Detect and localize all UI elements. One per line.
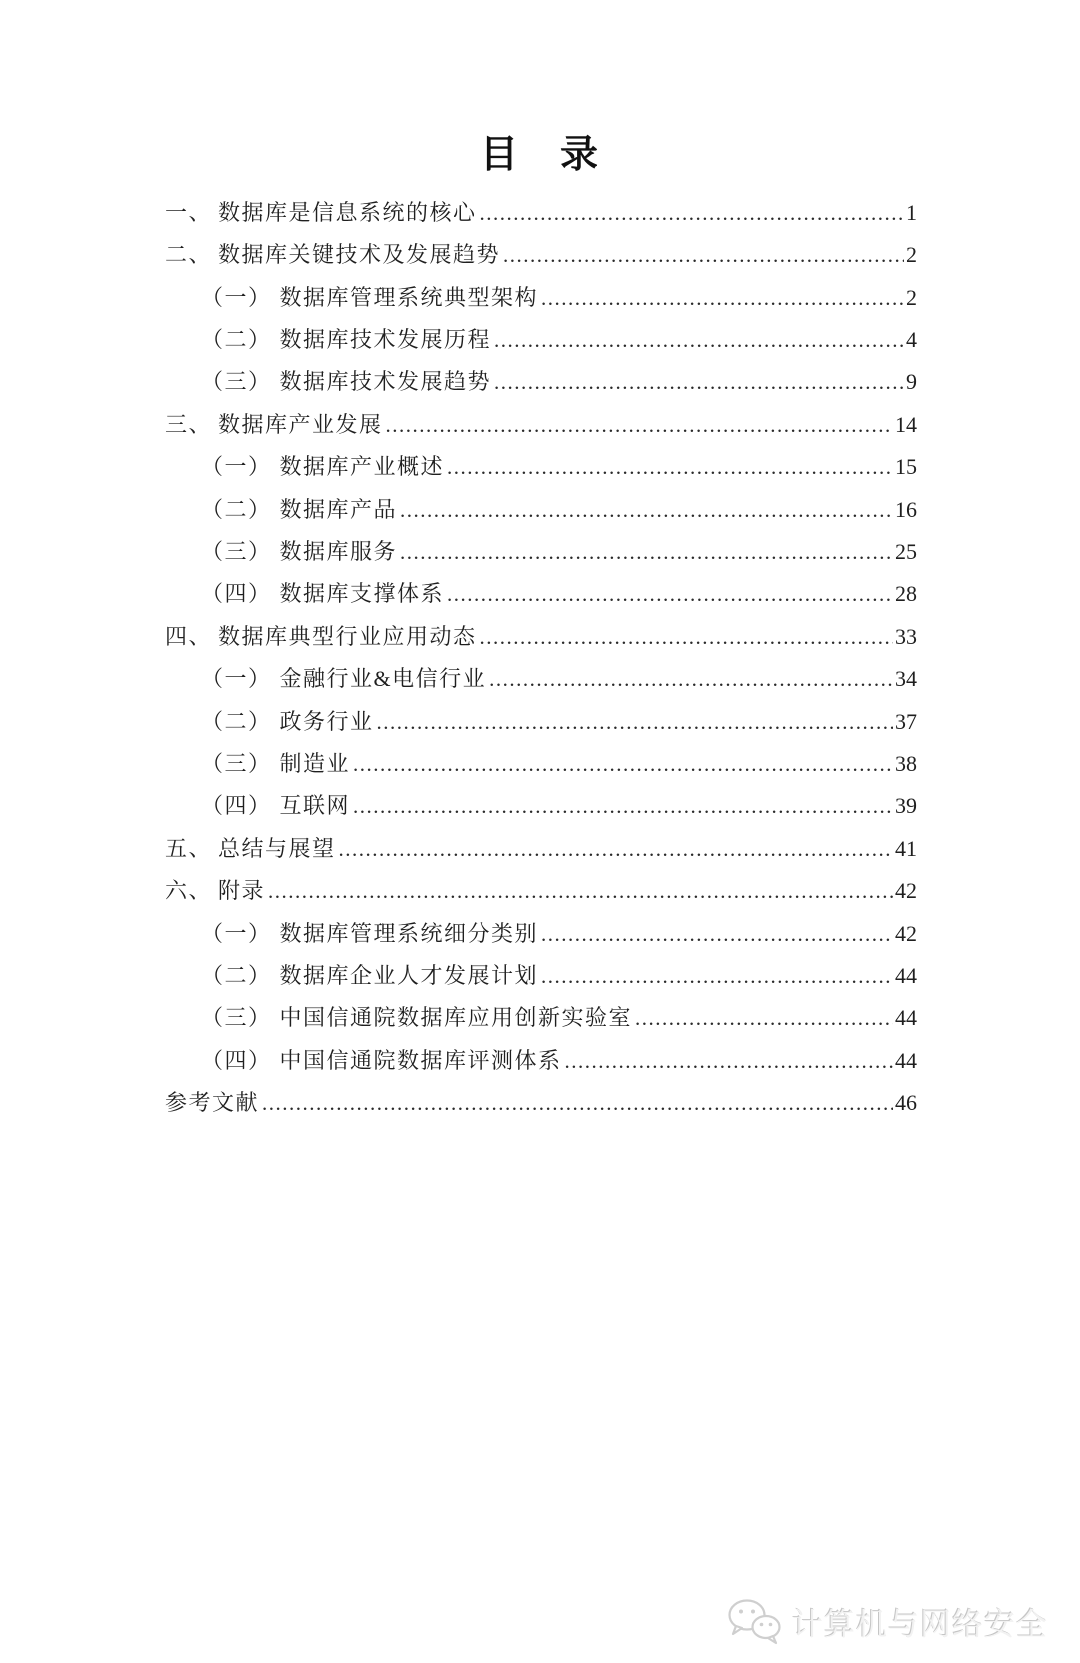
toc-entry[interactable]	[165, 959, 917, 1001]
toc-entry-number: 二、	[165, 242, 213, 268]
toc-entry[interactable]	[165, 1044, 917, 1086]
toc-entry[interactable]	[165, 281, 917, 323]
toc-leader-dots	[447, 454, 893, 480]
toc-entry-label: 中国信通院数据库评测体系	[279, 1047, 562, 1073]
toc-entry-label: 数据库产业发展	[218, 411, 383, 437]
wechat-icon	[726, 1597, 784, 1645]
toc-entry-label: 中国信通院数据库应用创新实验室	[279, 1005, 633, 1031]
toc-entry[interactable]	[165, 1001, 917, 1043]
toc-entry-page: 14	[895, 411, 917, 437]
toc-entry[interactable]	[165, 365, 917, 407]
toc-entry-page: 9	[906, 369, 917, 395]
toc-entry-page: 4	[906, 327, 917, 353]
toc-entry[interactable]	[165, 832, 917, 874]
toc-leader-dots	[541, 963, 893, 989]
toc-entry-label: 数据库技术发展历程	[279, 327, 492, 353]
toc-leader-dots	[635, 1005, 893, 1031]
toc-entry-page: 15	[895, 454, 917, 480]
toc-entry-page: 41	[895, 835, 917, 861]
toc-entry[interactable]	[165, 493, 917, 535]
toc-entry-label: 政务行业	[279, 708, 374, 734]
toc-entry-page: 28	[895, 581, 917, 607]
toc-leader-dots	[503, 242, 904, 268]
toc-entry-page: 2	[906, 284, 917, 310]
toc-entry-label: 制造业	[279, 750, 351, 776]
toc-list	[165, 196, 917, 1129]
page-title: 目 录	[479, 134, 600, 176]
toc-entry-number: （三）	[201, 369, 272, 395]
toc-entry-label: 数据库产业概述	[279, 454, 445, 480]
toc-entry-number: 三、	[165, 411, 213, 437]
toc-leader-dots	[400, 497, 893, 523]
toc-entry-number: （二）	[201, 962, 272, 988]
toc-leader-dots	[480, 200, 904, 226]
toc-entry[interactable]	[165, 535, 917, 577]
toc-entry[interactable]	[165, 705, 917, 747]
toc-entry-page: 44	[895, 1047, 917, 1073]
toc-entry-label: 数据库管理系统细分类别	[279, 920, 539, 946]
toc-leader-dots	[541, 921, 893, 947]
toc-entry-number: （三）	[201, 750, 272, 776]
toc-entry[interactable]	[165, 747, 917, 789]
toc-entry-number: （一）	[201, 666, 272, 692]
toc-entry-page: 39	[895, 793, 917, 819]
toc-entry-number: 一、	[165, 199, 213, 225]
toc-entry-label: 数据库关键技术及发展趋势	[218, 242, 501, 268]
toc-entry-label: 数据库支撑体系	[279, 581, 445, 607]
toc-entry-page: 44	[895, 1005, 917, 1031]
toc-entry-number: （四）	[201, 581, 272, 607]
toc-entry[interactable]	[165, 450, 917, 492]
toc-entry-label: 金融行业&电信行业	[279, 666, 487, 692]
toc-entry-page: 1	[906, 199, 917, 225]
toc-entry-number: （二）	[201, 708, 272, 734]
toc-entry[interactable]	[165, 1086, 917, 1128]
toc-entry-number: （一）	[201, 920, 272, 946]
toc-entry-number: （二）	[201, 327, 272, 353]
toc-leader-dots	[541, 285, 904, 311]
toc-entry[interactable]	[165, 196, 917, 238]
toc-entry-number: （一）	[201, 454, 272, 480]
toc-entry-page: 42	[895, 920, 917, 946]
toc-leader-dots	[353, 793, 893, 819]
toc-entry-page: 2	[906, 242, 917, 268]
toc-entry-number: （四）	[201, 1047, 272, 1073]
toc-entry[interactable]	[165, 789, 917, 831]
toc-entry-label: 数据库企业人才发展计划	[279, 962, 539, 988]
toc-entry-number: （三）	[201, 539, 272, 565]
toc-entry[interactable]	[165, 917, 917, 959]
toc-leader-dots	[377, 709, 893, 735]
toc-leader-dots	[400, 539, 893, 565]
toc-entry-page: 34	[895, 666, 917, 692]
toc-entry-page: 44	[895, 962, 917, 988]
toc-entry-number: （四）	[201, 793, 272, 819]
toc-entry-page: 37	[895, 708, 917, 734]
toc-entry-number: 四、	[165, 623, 213, 649]
toc-entry-number: 五、	[165, 835, 213, 861]
toc-entry-number: （二）	[201, 496, 272, 522]
toc-entry[interactable]	[165, 577, 917, 619]
toc-leader-dots	[565, 1048, 893, 1074]
toc-leader-dots	[339, 836, 893, 862]
watermark	[726, 1597, 1048, 1645]
toc-entry-label: 数据库技术发展趋势	[279, 369, 492, 395]
toc-entry-page: 25	[895, 539, 917, 565]
toc-entry-label: 数据库产品	[279, 496, 398, 522]
toc-entry-number: （一）	[201, 284, 272, 310]
toc-entry-label: 数据库典型行业应用动态	[218, 623, 477, 649]
watermark-text: 计算机与网络安全	[792, 1606, 1048, 1642]
toc-entry[interactable]	[165, 662, 917, 704]
toc-leader-dots	[262, 1090, 893, 1116]
toc-entry[interactable]	[165, 874, 917, 916]
toc-leader-dots	[489, 666, 893, 692]
toc-leader-dots	[480, 624, 893, 650]
toc-entry[interactable]	[165, 620, 917, 662]
toc-entry[interactable]	[165, 238, 917, 280]
toc-entry-page: 38	[895, 750, 917, 776]
toc-leader-dots	[268, 878, 893, 904]
toc-leader-dots	[494, 327, 904, 353]
toc-entry-page: 16	[895, 496, 917, 522]
toc-entry-label: 互联网	[279, 793, 351, 819]
toc-entry-label: 附录	[218, 878, 266, 904]
toc-leader-dots	[494, 369, 904, 395]
toc-entry[interactable]	[165, 323, 917, 365]
toc-entry-label: 数据库是信息系统的核心	[218, 199, 477, 225]
toc-entry-number: （三）	[201, 1005, 272, 1031]
toc-entry-page: 42	[895, 878, 917, 904]
toc-entry-number: 六、	[165, 878, 213, 904]
toc-entry-page: 46	[895, 1090, 917, 1116]
toc-entry-label: 参考文献	[165, 1090, 260, 1116]
toc-leader-dots	[447, 581, 893, 607]
toc-entry-label: 数据库服务	[279, 539, 398, 565]
toc-entry-label: 总结与展望	[218, 835, 336, 861]
toc-entry-page: 33	[895, 623, 917, 649]
toc-leader-dots	[386, 412, 893, 438]
toc-entry-label: 数据库管理系统典型架构	[279, 284, 539, 310]
toc-entry[interactable]	[165, 408, 917, 450]
toc-leader-dots	[353, 751, 893, 777]
